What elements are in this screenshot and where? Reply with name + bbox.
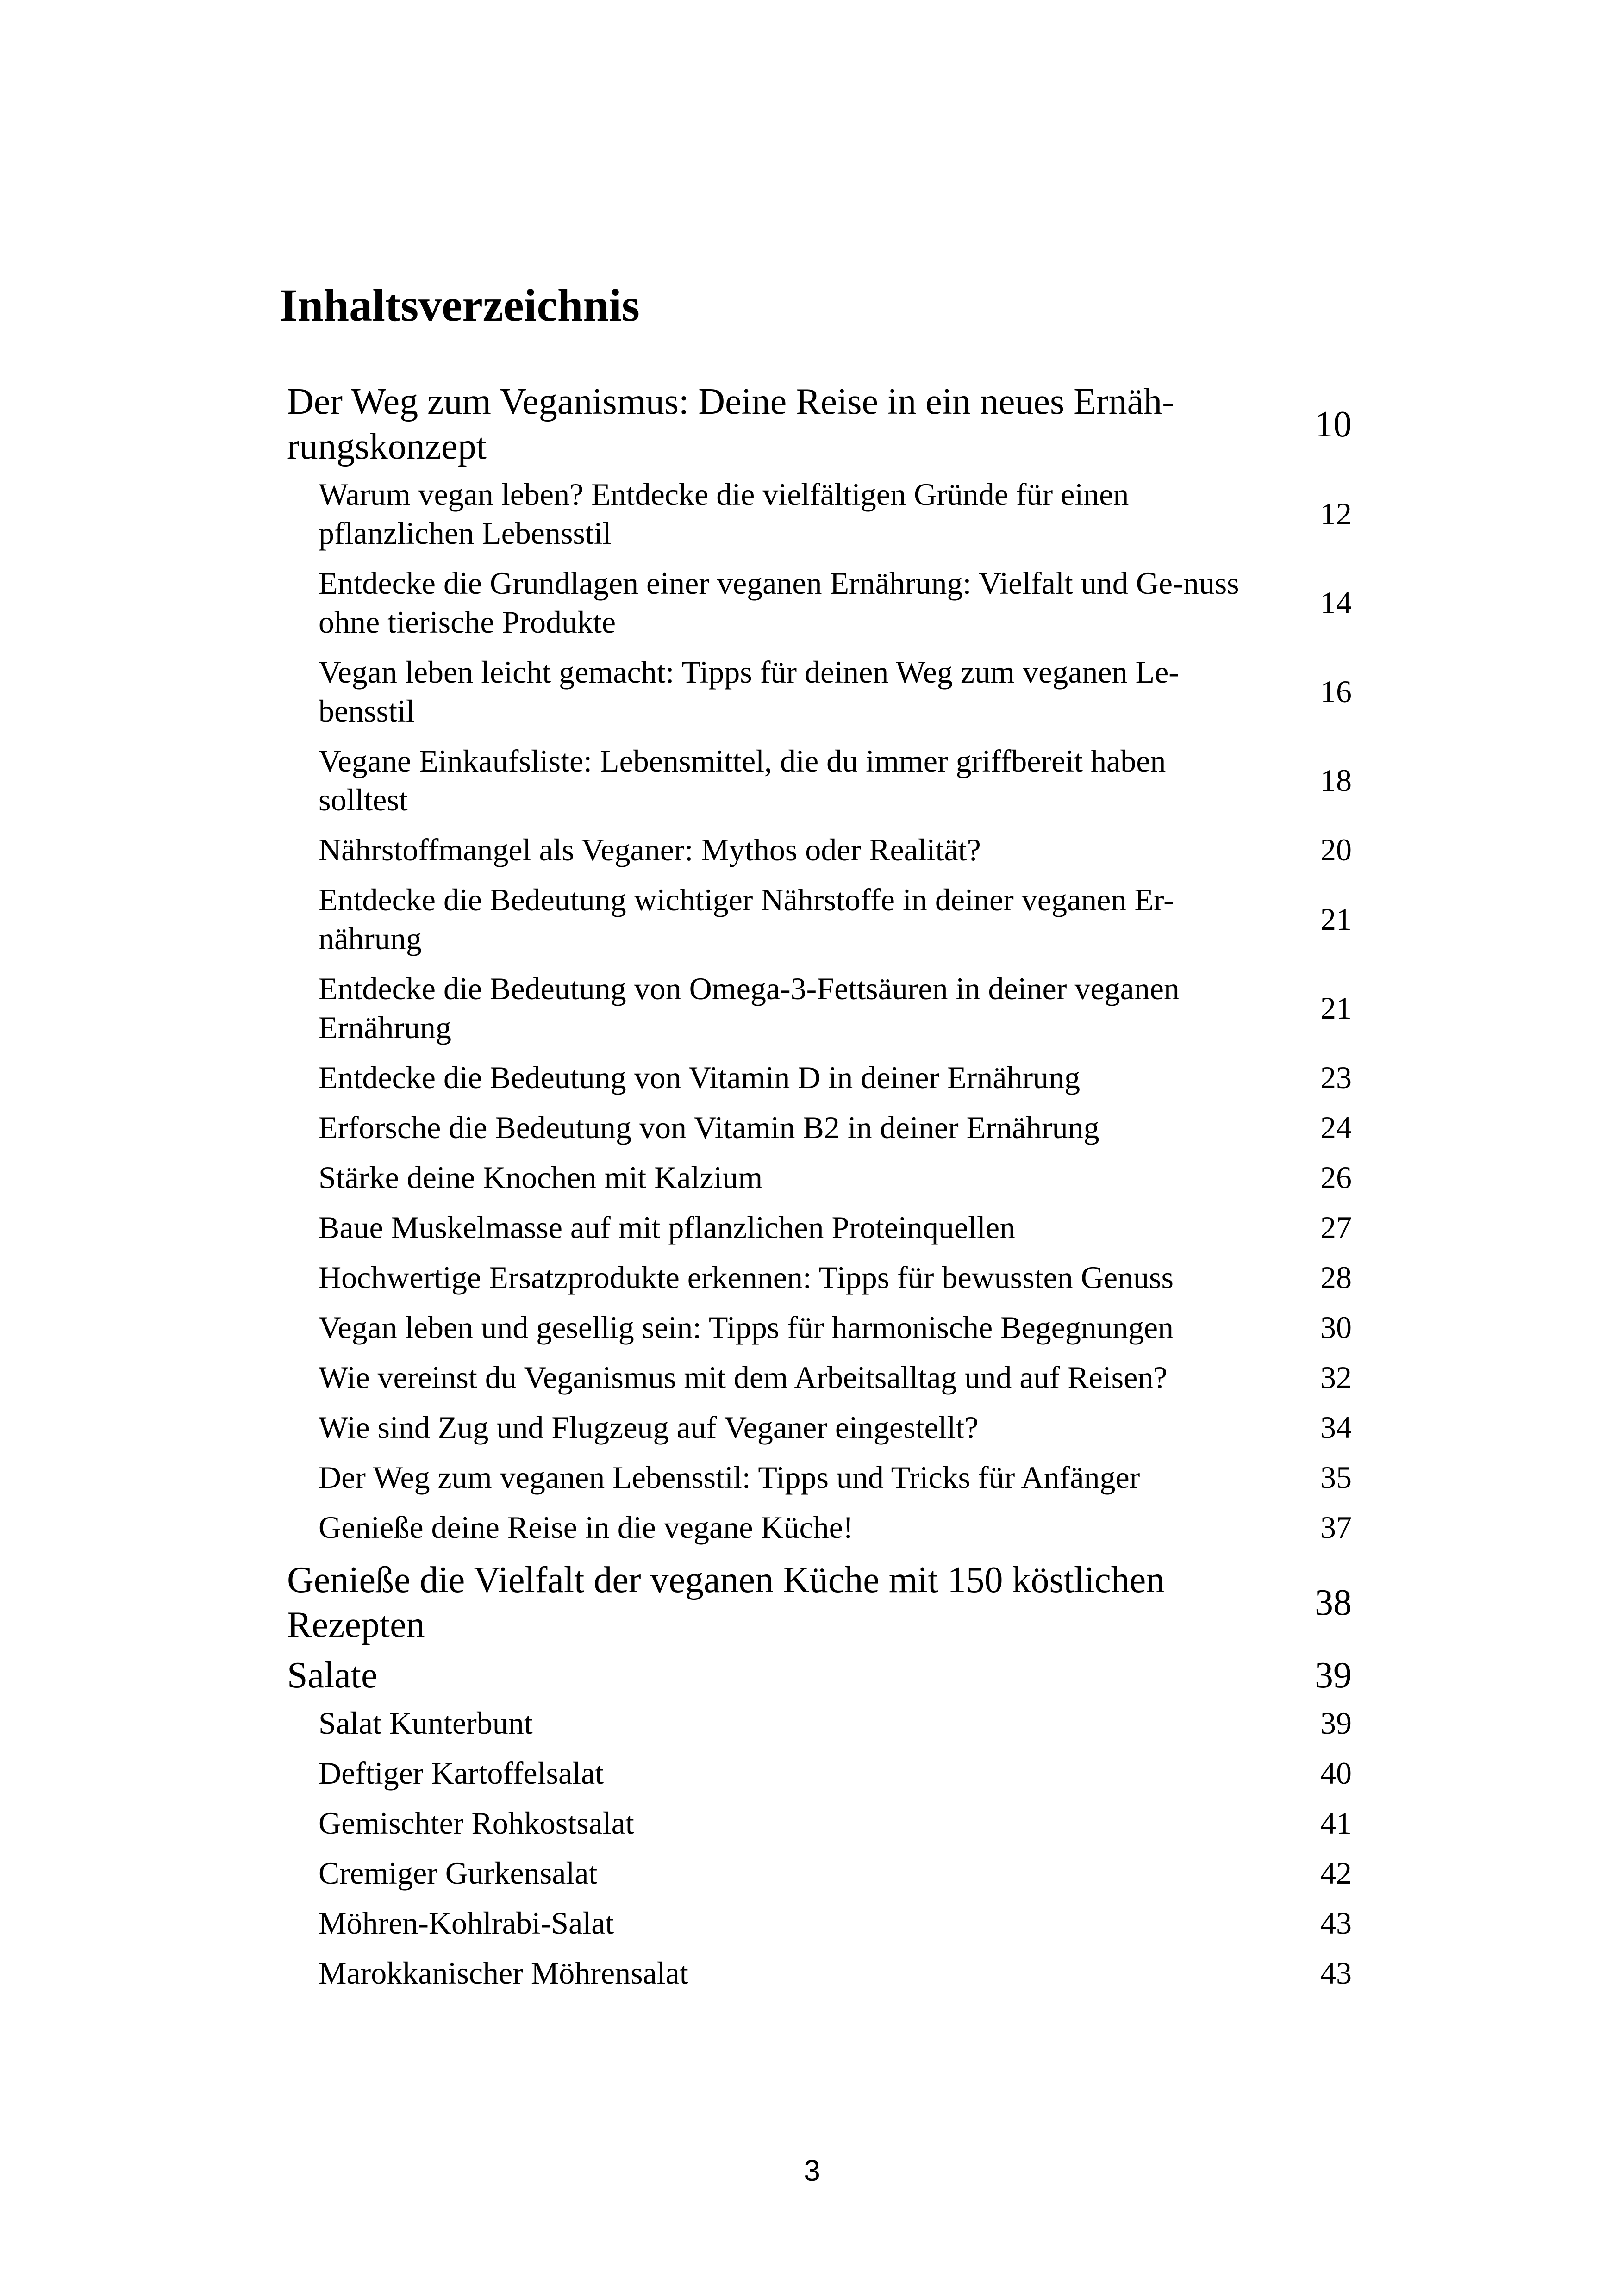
toc-entry-page-number: 14 [1320, 585, 1352, 620]
toc-chapter-entry[interactable] [287, 380, 1352, 469]
toc-entry-title: Salat Kunterbunt [319, 1705, 533, 1741]
page-title: Inhaltsverzeichnis [280, 280, 640, 331]
toc-section-entry[interactable] [287, 564, 1352, 641]
toc-entry-title: Deftiger Kartoffelsalat [319, 1755, 604, 1791]
toc-entry-page-number: 43 [1320, 1905, 1352, 1941]
toc-entry-page-number: 26 [1320, 1160, 1352, 1195]
toc-section-entry[interactable] [287, 880, 1352, 958]
toc-section-entry[interactable] [287, 741, 1352, 819]
table-of-contents [287, 380, 1352, 2004]
toc-section-entry[interactable] [287, 1804, 1352, 1842]
toc-entry-title: Nährstoffmangel als Veganer: Mythos oder Realität? [319, 832, 981, 867]
toc-entry-title: Entdecke die Bedeutung von Vitamin D in deiner Ernährung [319, 1060, 1081, 1095]
toc-entry-page-number: 21 [1320, 990, 1352, 1026]
toc-section-entry[interactable] [287, 1308, 1352, 1347]
toc-entry-title: Genieße die Vielfalt der veganen Küche mit 150 köstlichen Rezepten [287, 1560, 1165, 1645]
toc-section-entry[interactable] [287, 1158, 1352, 1197]
toc-entry-title: Gemischter Rohkostsalat [319, 1805, 634, 1841]
toc-entry-title: Wie vereinst du Veganismus mit dem Arbeitsalltag und auf Reisen? [319, 1360, 1168, 1395]
toc-entry-title: Vegan leben leicht gemacht: Tipps für deinen Weg zum veganen Le-bensstil [319, 654, 1179, 728]
toc-entry-page-number: 37 [1320, 1510, 1352, 1545]
toc-entry-title: Marokkanischer Möhrensalat [319, 1955, 688, 1991]
toc-entry-page-number: 39 [1320, 1705, 1352, 1741]
toc-entry-page-number: 12 [1320, 496, 1352, 531]
toc-section-entry[interactable] [287, 1754, 1352, 1792]
toc-entry-page-number: 21 [1320, 902, 1352, 937]
toc-entry-title: Wie sind Zug und Flugzeug auf Veganer eingestellt? [319, 1410, 979, 1445]
toc-entry-title: Stärke deine Knochen mit Kalzium [319, 1160, 763, 1195]
toc-section-entry[interactable] [287, 969, 1352, 1047]
toc-entry-title: Baue Muskelmasse auf mit pflanzlichen Proteinquellen [319, 1210, 1016, 1245]
toc-entry-title: Erforsche die Bedeutung von Vitamin B2 in deiner Ernährung [319, 1110, 1099, 1145]
toc-entry-page-number: 32 [1320, 1360, 1352, 1395]
toc-entry-title: Cremiger Gurkensalat [319, 1855, 598, 1891]
toc-section-entry[interactable] [287, 1704, 1352, 1742]
toc-section-entry[interactable] [287, 1258, 1352, 1297]
toc-section-entry[interactable] [287, 1508, 1352, 1547]
toc-entry-page-number: 42 [1320, 1855, 1352, 1891]
toc-entry-page-number: 10 [1315, 404, 1352, 445]
toc-entry-title: Salate [287, 1655, 378, 1696]
toc-entry-title: Entdecke die Grundlagen einer veganen Ernährung: Vielfalt und Ge-nuss ohne tierische Produkte [319, 566, 1239, 640]
toc-entry-title: Der Weg zum Veganismus: Deine Reise in ein neues Ernäh-rungskonzept [287, 381, 1174, 467]
toc-entry-page-number: 43 [1320, 1955, 1352, 1991]
toc-entry-title: Möhren-Kohlrabi-Salat [319, 1905, 614, 1941]
toc-entry-title: Genieße deine Reise in die vegane Küche! [319, 1510, 854, 1545]
toc-chapter-entry[interactable] [287, 1558, 1352, 1648]
toc-entry-page-number: 39 [1315, 1655, 1352, 1696]
toc-entry-page-number: 16 [1320, 674, 1352, 709]
toc-section-entry[interactable] [287, 475, 1352, 553]
toc-entry-page-number: 41 [1320, 1805, 1352, 1841]
toc-chapter-entry[interactable] [287, 1653, 1352, 1698]
toc-section-entry[interactable] [287, 1208, 1352, 1247]
toc-entry-page-number: 23 [1320, 1060, 1352, 1095]
toc-entry-page-number: 20 [1320, 832, 1352, 867]
toc-section-entry[interactable] [287, 1358, 1352, 1397]
toc-entry-page-number: 34 [1320, 1410, 1352, 1445]
page-number: 3 [804, 2154, 820, 2187]
toc-entry-page-number: 18 [1320, 763, 1352, 798]
toc-section-entry[interactable] [287, 1458, 1352, 1497]
toc-entry-title: Entdecke die Bedeutung wichtiger Nährstoffe in deiner veganen Er-nährung [319, 882, 1174, 956]
toc-entry-title: Vegan leben und gesellig sein: Tipps für harmonische Begegnungen [319, 1310, 1174, 1345]
toc-section-entry[interactable] [287, 1854, 1352, 1892]
toc-section-entry[interactable] [287, 653, 1352, 730]
toc-section-entry[interactable] [287, 1954, 1352, 1992]
toc-entry-title: Vegane Einkaufsliste: Lebensmittel, die du immer griffbereit haben solltest [319, 743, 1166, 817]
toc-entry-page-number: 28 [1320, 1260, 1352, 1295]
toc-entry-page-number: 30 [1320, 1310, 1352, 1345]
toc-entry-page-number: 24 [1320, 1110, 1352, 1145]
toc-section-entry[interactable] [287, 1058, 1352, 1097]
toc-entry-title: Entdecke die Bedeutung von Omega-3-Fettsäuren in deiner veganen Ernährung [319, 971, 1180, 1045]
toc-section-entry[interactable] [287, 830, 1352, 869]
toc-section-entry[interactable] [287, 1108, 1352, 1147]
toc-section-entry[interactable] [287, 1904, 1352, 1942]
toc-section-entry[interactable] [287, 1408, 1352, 1447]
toc-entry-title: Warum vegan leben? Entdecke die vielfältigen Gründe für einen pflanzlichen Lebensstil [319, 477, 1129, 551]
toc-entry-page-number: 38 [1315, 1582, 1352, 1623]
toc-entry-title: Hochwertige Ersatzprodukte erkennen: Tipps für bewussten Genuss [319, 1260, 1174, 1295]
toc-entry-page-number: 27 [1320, 1210, 1352, 1245]
toc-entry-page-number: 40 [1320, 1755, 1352, 1791]
toc-entry-page-number: 35 [1320, 1460, 1352, 1495]
toc-entry-title: Der Weg zum veganen Lebensstil: Tipps und Tricks für Anfänger [319, 1460, 1140, 1495]
